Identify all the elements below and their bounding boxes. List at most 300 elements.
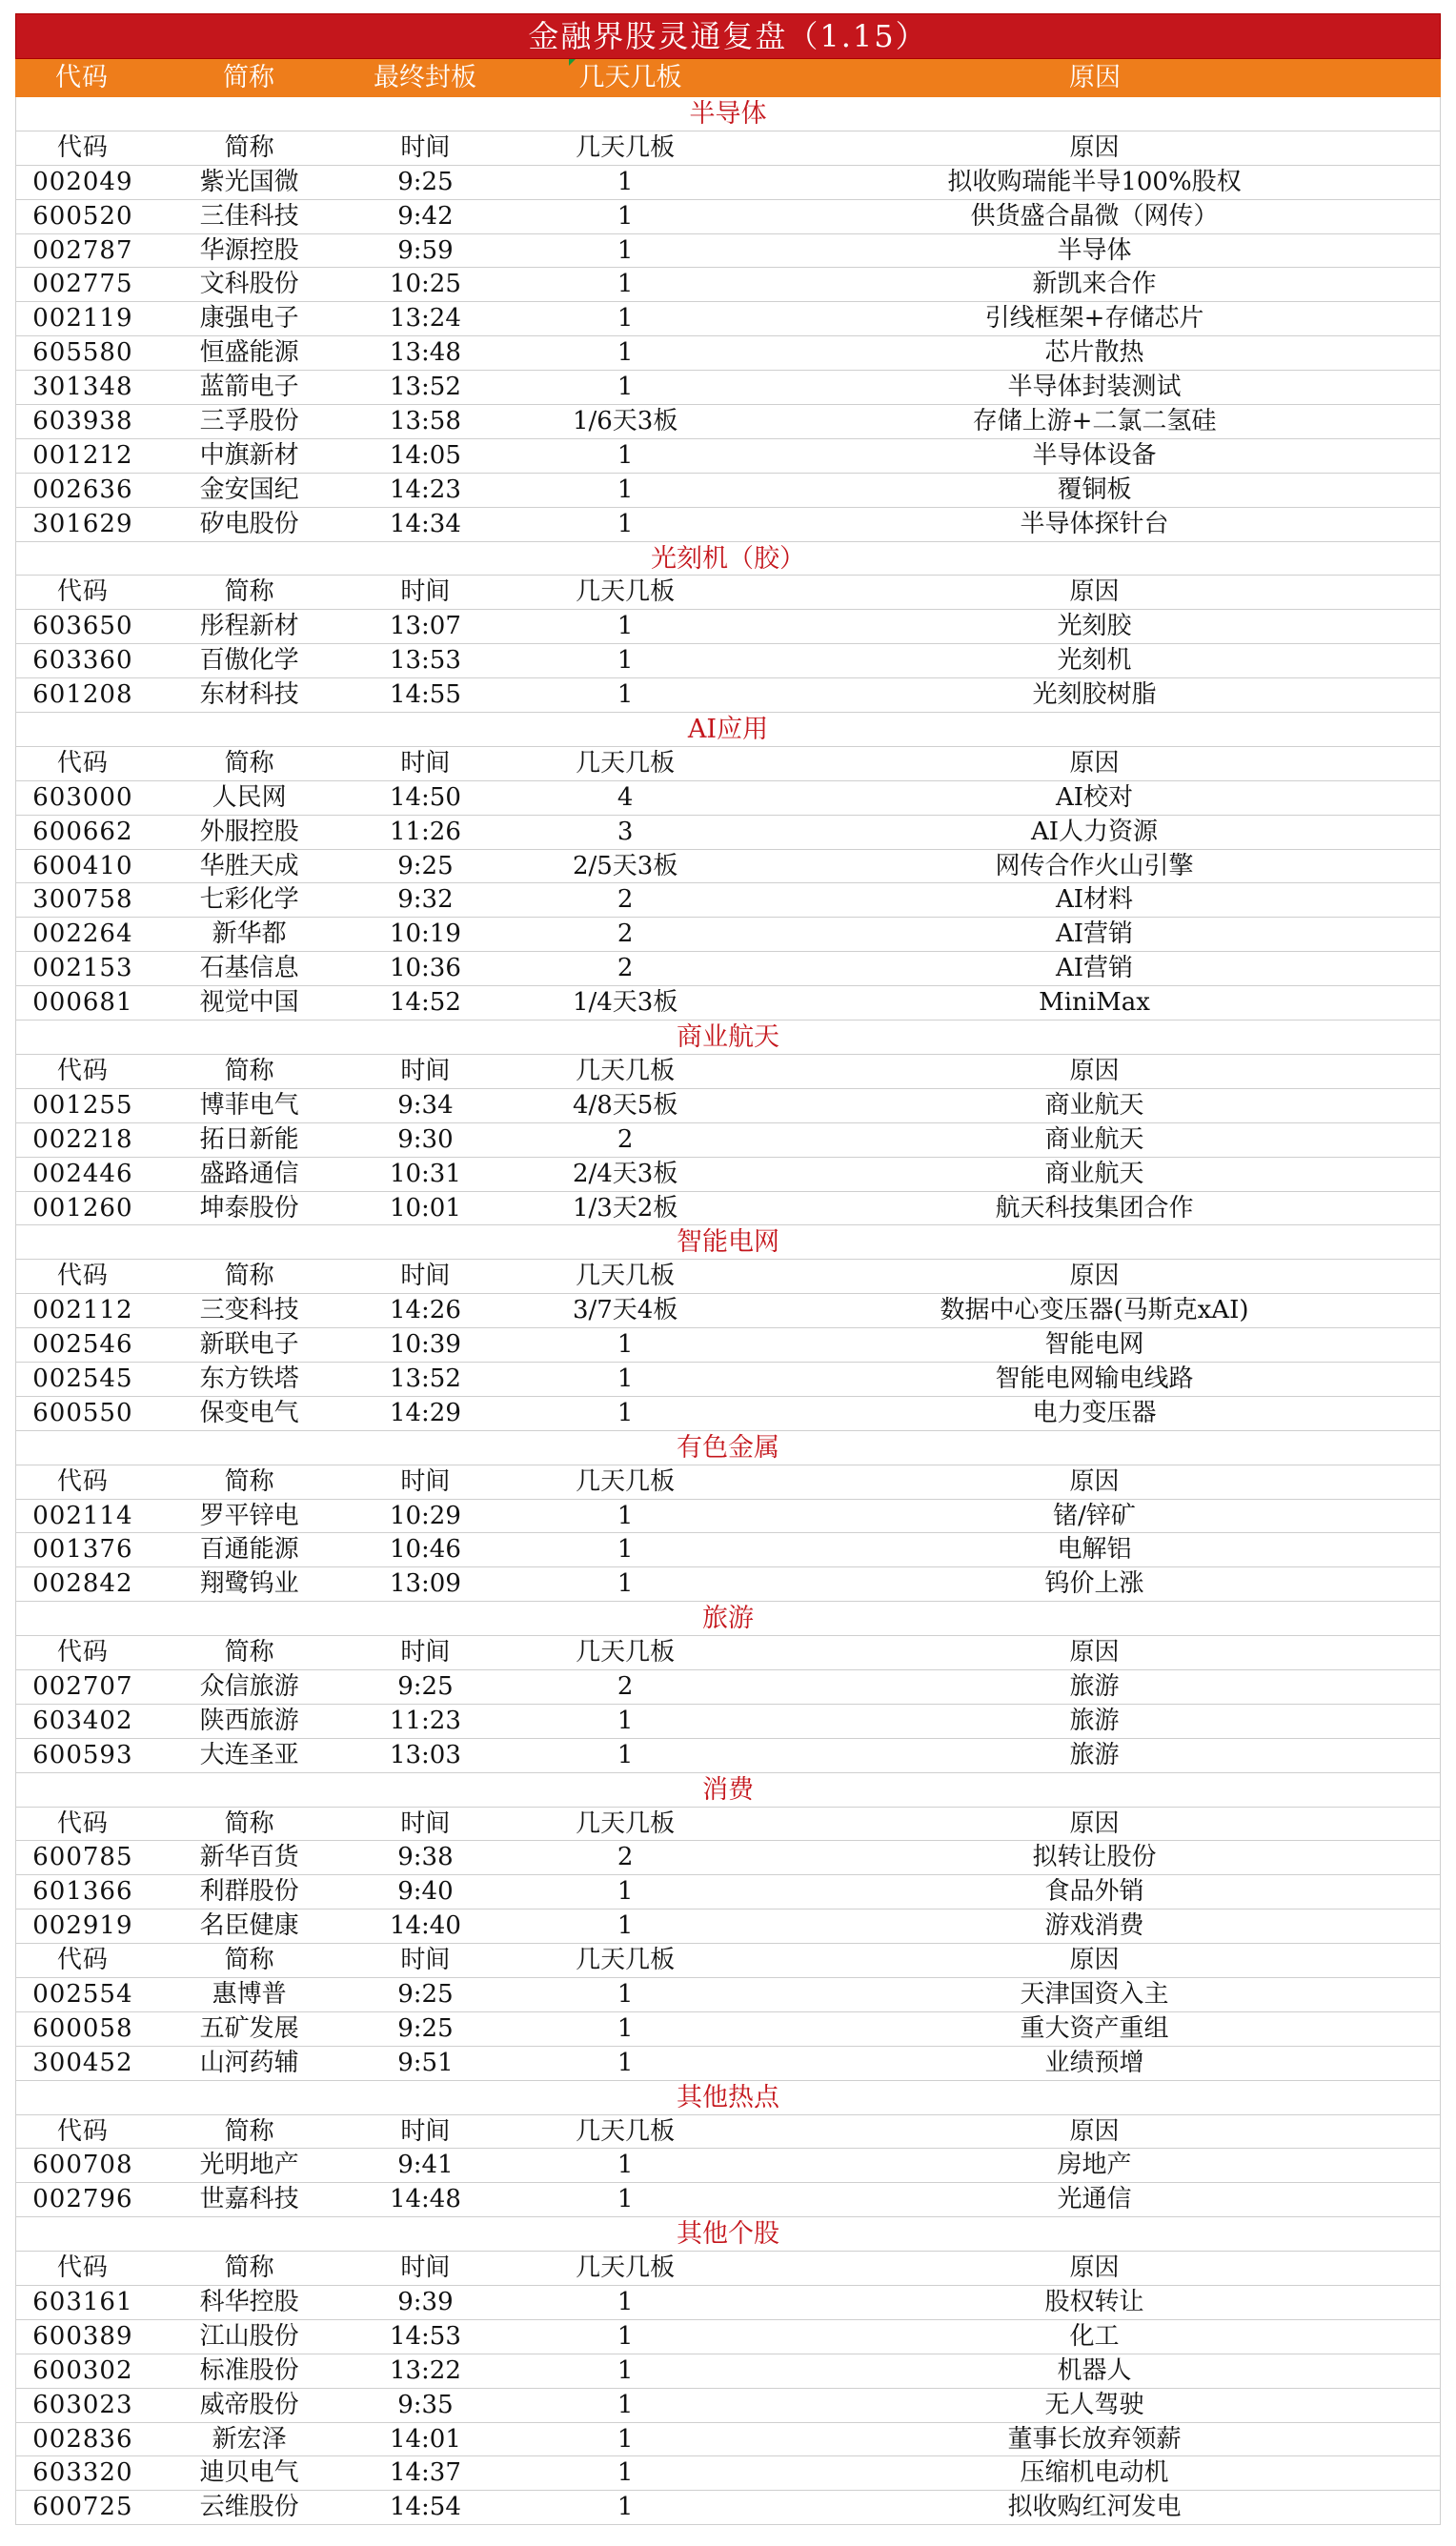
- cell-name: 标准股份: [199, 2355, 299, 2385]
- cell-name: 科华控股: [199, 2288, 299, 2316]
- table-row: [15, 850, 1441, 884]
- cell-reason: 钨价上涨: [1044, 1569, 1144, 1599]
- cell-code: 600725: [32, 2493, 133, 2522]
- subheader-time: 时间: [400, 1466, 451, 1496]
- cell-board-count: 1: [617, 1569, 634, 1599]
- subheader-reason: 原因: [1069, 2116, 1120, 2146]
- cell-time: 10:29: [389, 1501, 461, 1530]
- cell-board-count: 2/4天3板: [572, 1159, 678, 1188]
- cell-reason: 数据中心变压器(马斯克xAI): [940, 1296, 1249, 1325]
- table-row: [15, 302, 1441, 336]
- section-header-row: [15, 1465, 1441, 1500]
- cell-code: 002119: [32, 304, 133, 333]
- table-row: [15, 1192, 1441, 1226]
- cell-code: 002919: [32, 1911, 133, 1941]
- cell-time: 13:07: [389, 612, 461, 641]
- cell-code: 002049: [32, 167, 133, 196]
- cell-time: 14:48: [389, 2185, 461, 2214]
- cell-name: 文科股份: [199, 270, 299, 299]
- cell-reason: 存储上游+二氯二氢硅: [972, 407, 1217, 436]
- cell-name: 众信旅游: [199, 1671, 299, 1701]
- cell-time: 14:40: [389, 1911, 461, 1941]
- cell-reason: 压缩机电动机: [1020, 2458, 1169, 2488]
- cell-reason: 天津国资入主: [1020, 1979, 1169, 2009]
- cell-time: 9:39: [397, 2288, 454, 2316]
- cell-time: 14:37: [389, 2458, 461, 2488]
- cell-name: 博菲电气: [199, 1090, 299, 1120]
- cell-code: 600389: [32, 2321, 133, 2351]
- subheader-reason: 原因: [1069, 1262, 1120, 1291]
- cell-name: 翔鹭钨业: [199, 1569, 299, 1599]
- section-title: 光刻机（胶）: [15, 542, 1441, 576]
- cell-board-count: 2: [617, 954, 634, 983]
- section-header-row: [15, 1808, 1441, 1842]
- table-row: [15, 1739, 1441, 1773]
- cell-reason: 智能电网输电线路: [995, 1364, 1194, 1393]
- cell-reason: 光刻胶: [1057, 612, 1132, 641]
- table-row: [15, 1500, 1441, 1534]
- subheader-reason: 原因: [1069, 1056, 1120, 1085]
- cell-board-count: 1: [617, 646, 634, 676]
- cell-code: 601366: [32, 1877, 133, 1907]
- cell-reason: 航天科技集团合作: [995, 1193, 1194, 1222]
- table-row: [15, 2183, 1441, 2217]
- section-header-row: [15, 1260, 1441, 1294]
- cell-time: 13:22: [389, 2355, 461, 2385]
- table-body: [15, 97, 1441, 2525]
- table-row: [15, 1841, 1441, 1875]
- cell-board-count: 1/6天3板: [572, 407, 678, 436]
- cell-code: 601208: [32, 680, 133, 710]
- cell-code: 001255: [32, 1090, 133, 1120]
- cell-reason: 商业航天: [1044, 1124, 1144, 1154]
- cell-code: 301629: [32, 509, 133, 538]
- cell-time: 9:40: [397, 1877, 454, 1907]
- cell-code: 002775: [32, 270, 133, 299]
- table-row: [15, 336, 1441, 371]
- cell-name: 百通能源: [199, 1535, 299, 1565]
- cell-code: 603650: [32, 612, 133, 641]
- cell-code: 300452: [32, 2048, 133, 2077]
- cell-time: 14:50: [389, 782, 461, 812]
- cell-time: 9:32: [397, 885, 454, 915]
- cell-board-count: 2: [617, 1124, 634, 1154]
- table-row: [15, 610, 1441, 644]
- header-final-seal: 最终封板: [374, 63, 476, 92]
- header-board-count: [501, 59, 749, 97]
- cell-board-count: 1: [617, 475, 634, 504]
- cell-time: 14:26: [389, 1296, 461, 1325]
- cell-time: 14:55: [389, 680, 461, 710]
- cell-reason: AI人力资源: [1030, 817, 1159, 846]
- cell-reason: 游戏消费: [1044, 1911, 1144, 1941]
- cell-name: 新联电子: [199, 1330, 299, 1360]
- cell-name: 视觉中国: [199, 988, 299, 1018]
- column-header-row: [15, 59, 1441, 97]
- cell-name: 三佳科技: [199, 201, 299, 231]
- subheader-time: 时间: [400, 1808, 451, 1838]
- table-row: [15, 644, 1441, 678]
- header-board-count-label: 几天几板: [578, 63, 682, 92]
- table-row: [15, 1397, 1441, 1431]
- table-row: [15, 1978, 1441, 2012]
- report-sheet: [15, 13, 1441, 2525]
- table-row: [15, 234, 1441, 269]
- cell-board-count: 1: [617, 612, 634, 641]
- cell-reason: 拟转让股份: [1032, 1843, 1157, 1872]
- cell-name: 盛路通信: [199, 1159, 299, 1188]
- section-title: AI应用: [15, 713, 1441, 747]
- cell-reason: 商业航天: [1044, 1159, 1144, 1188]
- cell-time: 10:01: [389, 1193, 461, 1222]
- cell-board-count: 1: [617, 2185, 634, 2214]
- table-row: [15, 2286, 1441, 2320]
- cell-code: 002836: [32, 2424, 133, 2454]
- cell-code: 603000: [32, 782, 133, 812]
- cell-reason: 覆铜板: [1057, 475, 1132, 504]
- cell-time: 9:38: [397, 1843, 454, 1872]
- section-title: 旅游: [15, 1602, 1441, 1636]
- subheader-reason: 原因: [1069, 1808, 1120, 1838]
- cell-code: 002546: [32, 1330, 133, 1360]
- cell-name: 陕西旅游: [199, 1706, 299, 1735]
- cell-time: 9:35: [397, 2390, 454, 2419]
- section-header-row: [15, 131, 1441, 166]
- table-row: [15, 2491, 1441, 2525]
- cell-board-count: 1: [617, 2013, 634, 2043]
- subheader-board-count: 几天几板: [576, 1638, 676, 1667]
- cell-name: 华胜天成: [199, 851, 299, 880]
- table-row: [15, 2423, 1441, 2457]
- subheader-name: 简称: [224, 2116, 274, 2146]
- cell-reason: 房地产: [1057, 2151, 1132, 2180]
- subheader-name: 简称: [224, 748, 274, 778]
- cell-name: 三变科技: [199, 1296, 299, 1325]
- cell-board-count: 1: [617, 235, 634, 265]
- subheader-time: 时间: [400, 1638, 451, 1667]
- cell-board-count: 4/8天5板: [572, 1090, 678, 1120]
- section-title: 智能电网: [15, 1225, 1441, 1260]
- table-row: [15, 200, 1441, 234]
- cell-board-count: 1: [617, 509, 634, 538]
- subheader-board-count: 几天几板: [576, 1466, 676, 1496]
- subheader-name: 简称: [224, 1056, 274, 1085]
- cell-reason: 网传合作火山引擎: [995, 851, 1194, 880]
- subheader-code: 代码: [56, 577, 109, 607]
- cell-board-count: 1: [617, 2355, 634, 2385]
- table-row: [15, 1910, 1441, 1944]
- cell-board-count: 3/7天4板: [572, 1296, 678, 1325]
- cell-code: 001212: [32, 440, 133, 470]
- section-title: 半导体: [15, 97, 1441, 131]
- cell-code: 002153: [32, 954, 133, 983]
- cell-time: 9:25: [397, 851, 454, 880]
- cell-time: 10:31: [389, 1159, 461, 1188]
- cell-time: 9:25: [397, 1979, 454, 2009]
- cell-code: 603161: [32, 2288, 133, 2316]
- cell-reason: 芯片散热: [1044, 338, 1144, 368]
- cell-reason: 重大资产重组: [1020, 2013, 1169, 2043]
- cell-code: 600708: [32, 2151, 133, 2180]
- cell-time: 9:30: [397, 1124, 454, 1154]
- cell-name: 康强电子: [199, 304, 299, 333]
- subheader-code: 代码: [56, 1946, 109, 1975]
- cell-reason: 半导体: [1057, 235, 1132, 265]
- header-code: 代码: [55, 63, 109, 92]
- cell-time: 13:24: [389, 304, 461, 333]
- cell-time: 9:59: [397, 235, 454, 265]
- cell-name: 新华都: [212, 919, 287, 949]
- cell-reason: AI校对: [1055, 782, 1134, 812]
- cell-reason: 引线框架+存储芯片: [984, 304, 1204, 333]
- cell-board-count: 1: [617, 201, 634, 231]
- cell-time: 10:36: [389, 954, 461, 983]
- subheader-code: 代码: [56, 1638, 109, 1667]
- cell-reason: 电解铝: [1057, 1535, 1132, 1565]
- cell-time: 9:25: [397, 2013, 454, 2043]
- cell-reason: 光刻机: [1057, 646, 1132, 676]
- subheader-time: 时间: [400, 132, 451, 162]
- table-row: [15, 1328, 1441, 1363]
- table-row: [15, 268, 1441, 302]
- subheader-name: 简称: [224, 1638, 274, 1667]
- cell-board-count: 4: [617, 782, 634, 812]
- table-row: [15, 986, 1441, 1020]
- cell-code: 603402: [32, 1706, 133, 1735]
- cell-time: 9:51: [397, 2048, 454, 2077]
- cell-code: 001376: [32, 1535, 133, 1565]
- cell-board-count: 1: [617, 2288, 634, 2316]
- cell-time: 9:25: [397, 1671, 454, 1701]
- cell-reason: 无人驾驶: [1044, 2390, 1144, 2419]
- cell-reason: 半导体探针台: [1020, 509, 1169, 538]
- cell-reason: 董事长放弃领薪: [1007, 2424, 1182, 2454]
- table-row: [15, 2320, 1441, 2354]
- subheader-reason: 原因: [1069, 577, 1120, 607]
- cell-board-count: 2: [617, 885, 634, 915]
- section-title: 其他热点: [15, 2081, 1441, 2115]
- cell-board-count: 1: [617, 680, 634, 710]
- subheader-code: 代码: [56, 132, 109, 162]
- cell-board-count: 1: [617, 2151, 634, 2180]
- cell-name: 利群股份: [199, 1877, 299, 1907]
- subheader-name: 简称: [224, 132, 274, 162]
- cell-code: 002636: [32, 475, 133, 504]
- cell-code: 605580: [32, 338, 133, 368]
- cell-board-count: 1: [617, 2493, 634, 2522]
- cell-code: 600593: [32, 1740, 133, 1769]
- cell-reason: AI材料: [1055, 885, 1134, 915]
- comment-flag-icon: [569, 59, 576, 66]
- cell-reason: 半导体设备: [1032, 440, 1157, 470]
- cell-board-count: 1/3天2板: [572, 1193, 678, 1222]
- cell-time: 14:01: [389, 2424, 461, 2454]
- cell-time: 11:23: [389, 1706, 461, 1735]
- cell-time: 13:52: [389, 1364, 461, 1393]
- cell-board-count: 1: [617, 2048, 634, 2077]
- cell-time: 13:58: [389, 407, 461, 436]
- cell-time: 13:03: [389, 1740, 461, 1769]
- subheader-board-count: 几天几板: [576, 1946, 676, 1975]
- cell-reason: MiniMax: [1039, 988, 1150, 1018]
- cell-reason: 旅游: [1069, 1671, 1120, 1701]
- cell-name: 保变电气: [199, 1398, 299, 1427]
- table-row: [15, 1158, 1441, 1192]
- cell-reason: 旅游: [1069, 1706, 1120, 1735]
- cell-time: 9:42: [397, 201, 454, 231]
- subheader-board-count: 几天几板: [576, 2253, 676, 2283]
- table-row: [15, 1123, 1441, 1158]
- table-row: [15, 816, 1441, 850]
- cell-name: 拓日新能: [199, 1124, 299, 1154]
- table-row: [15, 1567, 1441, 1602]
- table-row: [15, 952, 1441, 986]
- cell-name: 华源控股: [199, 235, 299, 265]
- subheader-time: 时间: [400, 2116, 451, 2146]
- cell-reason: 半导体封装测试: [1007, 373, 1182, 402]
- table-row: [15, 781, 1441, 816]
- subheader-code: 代码: [56, 2253, 109, 2283]
- table-row: [15, 2354, 1441, 2389]
- cell-name: 外服控股: [199, 817, 299, 846]
- table-row: [15, 2456, 1441, 2491]
- cell-name: 紫光国微: [199, 167, 299, 196]
- cell-name: 惠博普: [212, 1979, 287, 2009]
- cell-board-count: 1: [617, 1877, 634, 1907]
- cell-board-count: 1: [617, 1330, 634, 1360]
- cell-code: 600550: [32, 1398, 133, 1427]
- cell-code: 603320: [32, 2458, 133, 2488]
- cell-time: 9:34: [397, 1090, 454, 1120]
- table-row: [15, 2047, 1441, 2081]
- cell-board-count: 1: [617, 304, 634, 333]
- cell-reason: AI营销: [1055, 919, 1134, 949]
- cell-name: 三孚股份: [199, 407, 299, 436]
- cell-name: 新华百货: [199, 1843, 299, 1872]
- cell-code: 300758: [32, 885, 133, 915]
- section-header-row: [15, 576, 1441, 610]
- cell-time: 13:53: [389, 646, 461, 676]
- cell-board-count: 1: [617, 2390, 634, 2419]
- subheader-name: 简称: [224, 577, 274, 607]
- section-header-row: [15, 2115, 1441, 2150]
- cell-code: 002842: [32, 1569, 133, 1599]
- cell-reason: 食品外销: [1044, 1877, 1144, 1907]
- subheader-time: 时间: [400, 1056, 451, 1085]
- subheader-name: 简称: [224, 2253, 274, 2283]
- cell-time: 13:48: [389, 338, 461, 368]
- section-header-row: [15, 747, 1441, 781]
- table-row: [15, 883, 1441, 918]
- subheader-time: 时间: [400, 1262, 451, 1291]
- cell-board-count: 1: [617, 1911, 634, 1941]
- cell-code: 301348: [32, 373, 133, 402]
- subheader-board-count: 几天几板: [576, 2116, 676, 2146]
- cell-name: 蓝箭电子: [199, 373, 299, 402]
- cell-reason: 股权转让: [1044, 2288, 1144, 2316]
- cell-board-count: 1: [617, 270, 634, 299]
- cell-name: 彤程新材: [199, 612, 299, 641]
- cell-board-count: 2: [617, 919, 634, 949]
- table-row: [15, 1670, 1441, 1705]
- cell-name: 百傲化学: [199, 646, 299, 676]
- cell-reason: 供货盛合晶微（网传）: [970, 201, 1219, 231]
- table-row: [15, 1363, 1441, 1397]
- cell-reason: 业绩预增: [1044, 2048, 1144, 2077]
- cell-name: 坤泰股份: [199, 1193, 299, 1222]
- section-header-row: [15, 1944, 1441, 1978]
- section-header-row: [15, 1636, 1441, 1670]
- subheader-name: 简称: [224, 1946, 274, 1975]
- subheader-reason: 原因: [1069, 1638, 1120, 1667]
- cell-reason: 光通信: [1057, 2185, 1132, 2214]
- subheader-reason: 原因: [1069, 748, 1120, 778]
- section-header-row: [15, 2252, 1441, 2286]
- cell-time: 10:19: [389, 919, 461, 949]
- table-row: [15, 2149, 1441, 2183]
- cell-name: 威帝股份: [199, 2390, 299, 2419]
- cell-time: 10:25: [389, 270, 461, 299]
- subheader-reason: 原因: [1069, 2253, 1120, 2283]
- cell-reason: 智能电网: [1044, 1330, 1144, 1360]
- cell-board-count: 1: [617, 338, 634, 368]
- cell-name: 云维股份: [199, 2493, 299, 2522]
- cell-time: 14:34: [389, 509, 461, 538]
- cell-board-count: 3: [617, 817, 634, 846]
- table-row: [15, 678, 1441, 713]
- cell-time: 10:46: [389, 1535, 461, 1565]
- table-row: [15, 1705, 1441, 1739]
- cell-board-count: 1: [617, 1364, 634, 1393]
- subheader-code: 代码: [56, 1262, 109, 1291]
- cell-name: 大连圣亚: [199, 1740, 299, 1769]
- cell-reason: 光刻胶树脂: [1032, 680, 1157, 710]
- cell-code: 600785: [32, 1843, 133, 1872]
- table-row: [15, 2012, 1441, 2047]
- table-row: [15, 439, 1441, 474]
- cell-name: 世嘉科技: [199, 2185, 299, 2214]
- subheader-board-count: 几天几板: [576, 1262, 676, 1291]
- cell-time: 9:25: [397, 167, 454, 196]
- cell-time: 14:52: [389, 988, 461, 1018]
- cell-board-count: 1: [617, 1535, 634, 1565]
- header-reason: 原因: [1069, 63, 1121, 92]
- subheader-reason: 原因: [1069, 1466, 1120, 1496]
- subheader-name: 简称: [224, 1808, 274, 1838]
- cell-name: 七彩化学: [199, 885, 299, 915]
- cell-code: 603938: [32, 407, 133, 436]
- cell-board-count: 1: [617, 1398, 634, 1427]
- cell-code: 600410: [32, 851, 133, 880]
- cell-name: 光明地产: [199, 2151, 299, 2180]
- cell-board-count: 1: [617, 1501, 634, 1530]
- cell-name: 矽电股份: [199, 509, 299, 538]
- table-row: [15, 918, 1441, 952]
- table-row: [15, 1294, 1441, 1328]
- cell-code: 600302: [32, 2355, 133, 2385]
- cell-time: 13:09: [389, 1569, 461, 1599]
- table-row: [15, 508, 1441, 542]
- cell-name: 山河药辅: [199, 2048, 299, 2077]
- cell-code: 002707: [32, 1671, 133, 1701]
- cell-code: 002787: [32, 235, 133, 265]
- cell-reason: AI营销: [1055, 954, 1134, 983]
- cell-name: 罗平锌电: [199, 1501, 299, 1530]
- table-row: [15, 474, 1441, 508]
- cell-name: 中旗新材: [199, 440, 299, 470]
- cell-board-count: 2: [617, 1671, 634, 1701]
- cell-reason: 电力变压器: [1032, 1398, 1157, 1427]
